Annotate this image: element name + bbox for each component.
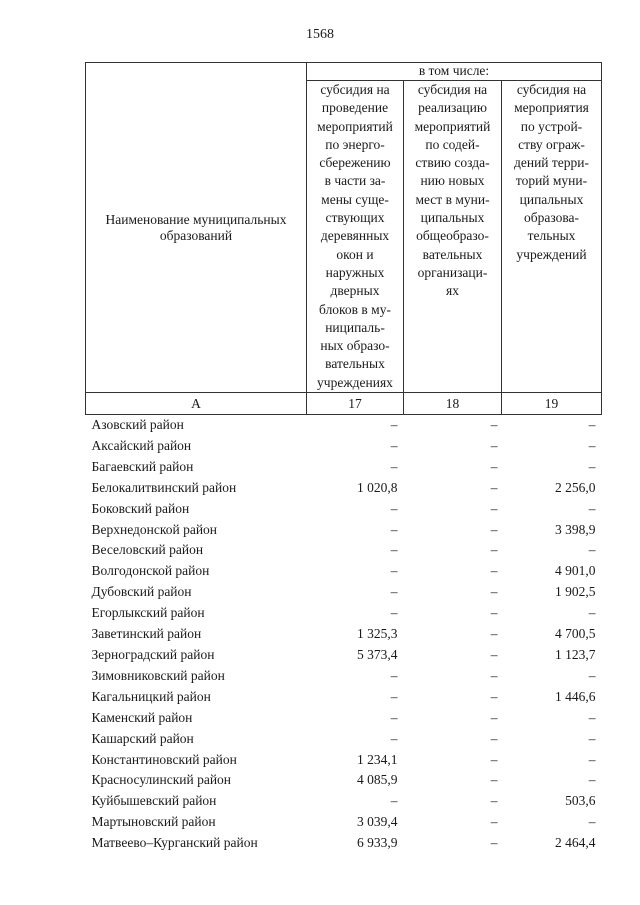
column-number-18: 18 <box>404 393 502 415</box>
column-19-header <box>502 81 602 393</box>
district-name: Багаевский район <box>91 458 194 474</box>
column-description-line: учреждений <box>516 246 587 262</box>
value-column-19: – <box>588 605 596 621</box>
district-name: Аксайский район <box>91 437 192 453</box>
value-column-17: – <box>390 437 398 453</box>
value-column-17: – <box>390 542 398 558</box>
column-description-line: ципальных <box>420 210 485 226</box>
subsidy-table <box>85 62 602 854</box>
value-column-18: – <box>490 688 498 704</box>
table-row <box>86 770 602 791</box>
value-column-17: – <box>390 584 398 600</box>
column-description-line: субсидия на <box>516 82 587 97</box>
column-description-line: ципальных <box>519 191 584 207</box>
column-description-line: сбережению <box>319 155 391 171</box>
column-description-line: вательных <box>325 356 385 372</box>
value-column-19: – <box>588 730 596 746</box>
value-column-17: 5 373,4 <box>357 647 398 663</box>
value-column-18: – <box>490 542 498 558</box>
table-row <box>86 833 602 854</box>
value-column-19: – <box>588 437 596 453</box>
table-header <box>86 63 602 415</box>
value-column-19: 2 256,0 <box>555 479 596 495</box>
value-column-18: – <box>490 458 498 474</box>
column-description-line: ях <box>446 283 459 299</box>
value-column-17: 3 039,4 <box>357 814 398 830</box>
page-number: 1568 <box>306 27 334 42</box>
district-name: Мартыновский район <box>91 814 216 830</box>
column-number-17: 17 <box>307 393 404 415</box>
column-description-line: вательных <box>422 246 483 262</box>
column-description-line: реализацию <box>418 100 487 116</box>
district-name: Дубовский район <box>91 584 192 600</box>
column-description-line: образова- <box>523 210 580 226</box>
column-description-line: ствию созда- <box>415 155 490 171</box>
value-column-17: – <box>390 605 398 621</box>
value-column-18: – <box>490 709 498 725</box>
value-column-18: – <box>490 814 498 830</box>
table-row <box>86 520 602 541</box>
district-name: Белокалитвинский район <box>91 479 237 495</box>
value-column-18: – <box>490 605 498 621</box>
table-row <box>86 478 602 499</box>
value-column-18: – <box>490 500 498 516</box>
district-name: Боковский район <box>91 500 190 516</box>
table-row <box>86 812 602 833</box>
value-column-19: – <box>588 458 596 474</box>
column-description-line: учреждениях <box>317 374 393 390</box>
value-column-17: – <box>390 563 398 579</box>
value-column-18: – <box>490 479 498 495</box>
column-description-line: ствующих <box>325 210 385 226</box>
value-column-19: – <box>588 542 596 558</box>
value-column-19: 4 700,5 <box>555 626 596 642</box>
column-description-line: мероприятий <box>317 118 393 134</box>
value-column-18: – <box>490 626 498 642</box>
table-row <box>86 645 602 666</box>
value-column-17: – <box>390 521 398 537</box>
column-description-line: мест в муни- <box>415 191 490 207</box>
column-description-line: ниципаль- <box>325 319 385 335</box>
column-description-line: ных образо- <box>320 338 390 354</box>
value-column-17: – <box>390 793 398 809</box>
district-name: Заветинский район <box>91 626 202 642</box>
column-description-line: окон и <box>336 246 374 262</box>
column-17-header <box>307 81 404 393</box>
including-header: в том числе: <box>307 63 602 81</box>
value-column-18: – <box>490 793 498 809</box>
value-column-18: – <box>490 772 498 788</box>
value-column-19: 1 902,5 <box>555 584 596 600</box>
table-row <box>86 624 602 645</box>
value-column-17: – <box>390 417 398 433</box>
district-name: Красносулинский район <box>91 772 232 788</box>
column-description-line: мероприятий <box>414 118 491 134</box>
table-row <box>86 499 602 520</box>
value-column-19: 2 464,4 <box>555 835 596 851</box>
column-description-line: дверных <box>330 283 380 299</box>
name-column-header: Наименование муниципальных образований <box>86 63 307 393</box>
value-column-19: 4 901,0 <box>555 563 596 579</box>
value-column-17: – <box>390 709 398 725</box>
value-column-18: – <box>490 417 498 433</box>
value-column-18: – <box>490 751 498 767</box>
district-name: Егорлыкский район <box>91 605 205 621</box>
value-column-19: 1 123,7 <box>555 647 596 663</box>
value-column-17: – <box>390 688 398 704</box>
district-name: Кагальницкий район <box>91 688 211 704</box>
table-row <box>86 540 602 561</box>
value-column-18: – <box>490 437 498 453</box>
column-description-line: по энерго- <box>325 136 385 152</box>
value-column-17: – <box>390 458 398 474</box>
district-name: Константиновский район <box>91 751 237 767</box>
column-description-line: мены суще- <box>321 191 389 207</box>
column-description-line: ству ограж- <box>518 136 585 152</box>
column-description-line: тельных <box>527 228 576 244</box>
value-column-19: – <box>588 500 596 516</box>
value-column-17: 1 234,1 <box>357 751 398 767</box>
district-name: Верхнедонской район <box>91 521 218 537</box>
table-row <box>86 561 602 582</box>
column-description-line: дений терри- <box>513 155 590 171</box>
value-column-17: 4 085,9 <box>357 772 398 788</box>
value-column-19: 503,6 <box>565 793 596 809</box>
value-column-19: 1 446,6 <box>555 688 596 704</box>
value-column-17: – <box>390 500 398 516</box>
value-column-17: 6 933,9 <box>357 835 398 851</box>
district-name: Зерноградский район <box>91 647 215 663</box>
letter-column-header: А <box>86 393 307 415</box>
table-row <box>86 750 602 771</box>
district-name: Каменский район <box>91 709 193 725</box>
column-description-line: нию новых <box>420 173 485 189</box>
table-row <box>86 457 602 478</box>
column-description-line: общеобразо- <box>416 228 489 244</box>
column-description-line: организаци- <box>417 264 488 280</box>
table-row <box>86 708 602 729</box>
value-column-19: – <box>588 751 596 767</box>
column-description-line: проведение <box>321 100 389 116</box>
value-column-18: – <box>490 563 498 579</box>
column-description-line: по устрой- <box>520 118 583 134</box>
column-description-line: субсидия на <box>320 82 390 97</box>
district-name: Кашарский район <box>91 730 194 746</box>
table-row <box>86 603 602 624</box>
value-column-18: – <box>490 667 498 683</box>
value-column-19: – <box>588 417 596 433</box>
district-name: Веселовский район <box>91 542 204 558</box>
table-row <box>86 582 602 603</box>
district-name: Азовский район <box>91 417 184 433</box>
value-column-18: – <box>490 584 498 600</box>
district-name: Зимовниковский район <box>91 667 225 683</box>
table-row <box>86 436 602 457</box>
table-row <box>86 415 602 436</box>
value-column-18: – <box>490 647 498 663</box>
value-column-18: – <box>490 835 498 851</box>
table-body <box>86 415 602 855</box>
district-name: Куйбышевский район <box>91 793 217 809</box>
column-description-line: по содей- <box>425 136 480 152</box>
column-description-line: мероприятия <box>514 100 589 116</box>
value-column-17: – <box>390 730 398 746</box>
value-column-19: – <box>588 667 596 683</box>
column-description-line: блоков в му- <box>319 301 391 317</box>
value-column-17: – <box>390 667 398 683</box>
table-row <box>86 687 602 708</box>
value-column-17: 1 325,3 <box>357 626 398 642</box>
column-description-line: торий муни- <box>515 173 588 189</box>
value-column-19: 3 398,9 <box>555 521 596 537</box>
value-column-19: – <box>588 709 596 725</box>
column-description-line: в части за- <box>324 173 386 189</box>
table-row <box>86 791 602 812</box>
value-column-17: 1 020,8 <box>357 479 398 495</box>
value-column-19: – <box>588 772 596 788</box>
table-row <box>86 729 602 750</box>
column-18-header <box>404 81 502 393</box>
district-name: Матвеево–Курганский район <box>91 835 258 851</box>
value-column-18: – <box>490 730 498 746</box>
column-description-line: наружных <box>325 264 385 280</box>
column-number-19: 19 <box>502 393 602 415</box>
table-row <box>86 666 602 687</box>
value-column-18: – <box>490 521 498 537</box>
district-name: Волгодонской район <box>91 563 210 579</box>
column-description-line: деревянных <box>320 228 390 244</box>
column-description-line: субсидия на <box>417 82 488 97</box>
value-column-19: – <box>588 814 596 830</box>
